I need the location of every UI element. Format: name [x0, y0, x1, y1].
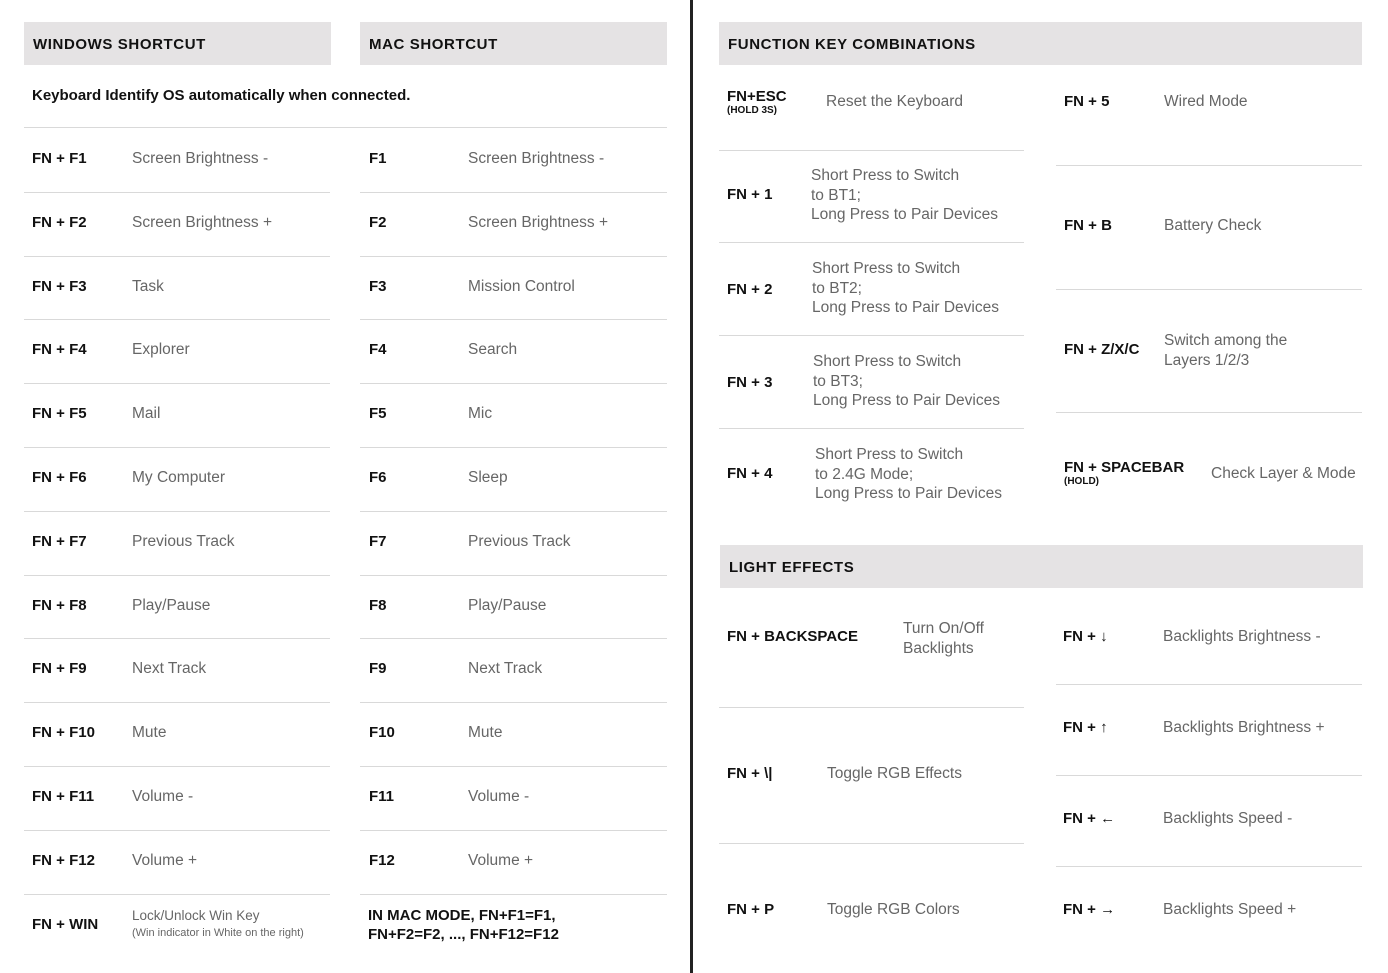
divider-line — [360, 319, 667, 320]
shortcut-desc: Mute — [132, 724, 167, 742]
divider-line — [360, 256, 667, 257]
shortcut-desc: Screen Brightness - — [468, 150, 605, 167]
shortcut-desc: Explorer — [132, 341, 190, 359]
win-lock-key: FN + WIN — [32, 916, 99, 933]
shortcut-key: FN + F5 — [32, 405, 87, 423]
divider-line — [24, 894, 330, 895]
os-detect-note: Keyboard Identify OS automatically when connected. — [32, 87, 411, 104]
divider-line — [719, 335, 1024, 336]
divider-line — [1056, 684, 1362, 685]
divider-line — [24, 256, 330, 257]
shortcut-desc: Volume + — [132, 851, 198, 869]
shortcut-key: F7 — [369, 532, 387, 550]
fn-left-desc: Backlights Speed - — [1163, 810, 1293, 827]
fn-up-key: FN + ↑ — [1063, 719, 1108, 736]
fn-up-desc: Backlights Brightness + — [1163, 719, 1325, 736]
fn-b-key: FN + B — [1064, 217, 1112, 234]
divider-line — [24, 511, 330, 512]
fn-left-key: FN + ← — [1063, 810, 1116, 827]
shortcut-desc: Previous Track — [132, 532, 235, 550]
fn-right-key: FN + → — [1063, 901, 1116, 918]
shortcut-desc: Volume + — [468, 851, 534, 869]
shortcut-key: FN + F9 — [32, 660, 87, 678]
fn-spacebar-key: FN + SPACEBAR — [1064, 459, 1185, 476]
fn-5-key: FN + 5 — [1064, 93, 1110, 110]
fn-4-desc: Short Press to Switch to 2.4G Mode; Long Press to Pair Devices — [815, 446, 1002, 502]
fn-5-desc: Wired Mode — [1164, 93, 1248, 110]
fn-esc-sub: (HOLD 3S) — [727, 105, 777, 116]
fn-1-key: FN + 1 — [727, 186, 773, 203]
divider-line — [360, 511, 667, 512]
shortcut-desc: Volume - — [132, 788, 194, 805]
shortcut-desc: Play/Pause — [132, 596, 211, 614]
divider-line — [1056, 775, 1362, 776]
shortcut-key: FN + F1 — [32, 150, 87, 167]
shortcut-desc: Next Track — [132, 660, 207, 678]
fn-p-desc: Toggle RGB Colors — [827, 901, 960, 918]
fn-backslash-key: FN + \| — [727, 765, 773, 782]
shortcut-key: FN + F11 — [32, 788, 95, 805]
fn-zxc-desc: Switch among the Layers 1/2/3 — [1164, 332, 1288, 369]
mac-shortcut-header — [360, 22, 667, 65]
divider-line — [1056, 289, 1362, 290]
divider-line — [360, 192, 667, 193]
shortcut-desc: Search — [468, 341, 518, 359]
windows-header-text: WINDOWS SHORTCUT — [33, 36, 206, 53]
shortcut-desc: Next Track — [468, 660, 543, 678]
divider-line — [719, 843, 1024, 844]
divider-line — [24, 830, 330, 831]
shortcut-desc: Volume - — [468, 788, 530, 805]
shortcut-key: FN + F8 — [32, 596, 87, 614]
shortcut-key: F3 — [369, 277, 387, 295]
divider-line — [24, 766, 330, 767]
function-keys-header — [719, 22, 1362, 65]
divider-line — [24, 575, 330, 576]
fn-2-desc: Short Press to Switch to BT2; Long Press to Pair Devices — [812, 260, 999, 316]
shortcut-desc: Screen Brightness + — [468, 213, 609, 231]
divider-line — [360, 894, 667, 895]
shortcut-desc: Previous Track — [468, 532, 571, 550]
fn-4-key: FN + 4 — [727, 465, 773, 482]
shortcut-key: FN + F6 — [32, 469, 87, 486]
shortcut-key: FN + F10 — [32, 724, 95, 742]
shortcut-key: FN + F2 — [32, 213, 87, 231]
function-keys-header-text: FUNCTION KEY COMBINATIONS — [728, 36, 976, 53]
shortcut-key: F12 — [369, 851, 395, 869]
shortcut-key: FN + F4 — [32, 341, 87, 359]
fn-backspace-key: FN + BACKSPACE — [727, 628, 858, 645]
divider-line — [1056, 866, 1362, 867]
divider-line — [24, 447, 330, 448]
page-divider — [690, 0, 693, 973]
shortcut-desc: Screen Brightness - — [132, 150, 269, 167]
light-effects-header-text: LIGHT EFFECTS — [729, 559, 855, 576]
shortcut-desc: Mic — [468, 405, 493, 423]
shortcut-key: F5 — [369, 405, 387, 423]
shortcut-desc: Mail — [132, 405, 161, 423]
shortcut-desc: My Computer — [132, 469, 226, 486]
divider-line — [24, 383, 330, 384]
divider-line — [24, 127, 667, 128]
divider-line — [24, 702, 330, 703]
shortcut-key: F8 — [369, 596, 387, 614]
win-lock-sub: (Win indicator in White on the right) — [132, 927, 304, 939]
shortcut-key: F11 — [369, 788, 395, 805]
fn-3-key: FN + 3 — [727, 374, 773, 391]
shortcut-key: F2 — [369, 213, 387, 231]
shortcut-key: FN + F12 — [32, 851, 95, 869]
shortcut-desc: Mute — [468, 724, 503, 742]
fn-spacebar-sub: (HOLD) — [1064, 476, 1099, 487]
divider-line — [1056, 412, 1362, 413]
fn-down-key: FN + ↓ — [1063, 628, 1108, 645]
divider-line — [360, 575, 667, 576]
fn-down-desc: Backlights Brightness - — [1163, 628, 1321, 645]
fn-3-desc: Short Press to Switch to BT3; Long Press to Pair Devices — [813, 353, 1000, 409]
light-effects-header — [720, 545, 1363, 588]
win-lock-desc: Lock/Unlock Win Key — [132, 908, 260, 923]
shortcut-desc: Mission Control — [468, 277, 575, 295]
divider-line — [1056, 165, 1362, 166]
fn-esc-desc: Reset the Keyboard — [826, 93, 964, 110]
divider-line — [360, 830, 667, 831]
fn-spacebar-desc: Check Layer & Mode — [1211, 465, 1356, 482]
divider-line — [360, 638, 667, 639]
fn-esc-key: FN+ESC — [727, 88, 787, 105]
divider-line — [719, 707, 1024, 708]
shortcut-key: F6 — [369, 469, 387, 486]
divider-line — [360, 766, 667, 767]
divider-line — [24, 319, 330, 320]
divider-line — [360, 383, 667, 384]
shortcut-key: FN + F7 — [32, 532, 87, 550]
windows-shortcut-header — [24, 22, 331, 65]
divider-line — [360, 702, 667, 703]
fn-2-key: FN + 2 — [727, 281, 773, 298]
shortcut-key: F9 — [369, 660, 387, 678]
divider-line — [24, 192, 330, 193]
divider-line — [719, 428, 1024, 429]
divider-line — [24, 638, 330, 639]
divider-line — [719, 242, 1024, 243]
divider-line — [719, 150, 1024, 151]
divider-line — [360, 447, 667, 448]
shortcut-desc: Sleep — [468, 469, 508, 486]
shortcut-key: F10 — [369, 724, 395, 742]
fn-backslash-desc: Toggle RGB Effects — [827, 765, 962, 782]
fn-p-key: FN + P — [727, 901, 775, 918]
fn-right-desc: Backlights Speed + — [1163, 901, 1297, 918]
fn-zxc-key: FN + Z/X/C — [1064, 341, 1140, 358]
shortcut-desc: Play/Pause — [468, 596, 547, 614]
shortcut-key: FN + F3 — [32, 277, 87, 295]
mac-mode-note-line1: IN MAC MODE, FN+F1=F1, — [368, 907, 556, 924]
mac-header-text: MAC SHORTCUT — [369, 36, 498, 53]
fn-b-desc: Battery Check — [1164, 217, 1262, 234]
mac-mode-note-line2: FN+F2=F2, ..., FN+F12=F12 — [368, 926, 559, 943]
shortcut-key: F1 — [369, 150, 387, 167]
fn-1-desc: Short Press to Switch to BT1; Long Press to Pair Devices — [811, 167, 998, 223]
shortcut-desc: Screen Brightness + — [132, 213, 273, 231]
shortcut-key: F4 — [369, 341, 387, 359]
fn-backspace-desc: Turn On/Off Backlights — [903, 620, 984, 657]
shortcut-desc: Task — [132, 277, 164, 295]
